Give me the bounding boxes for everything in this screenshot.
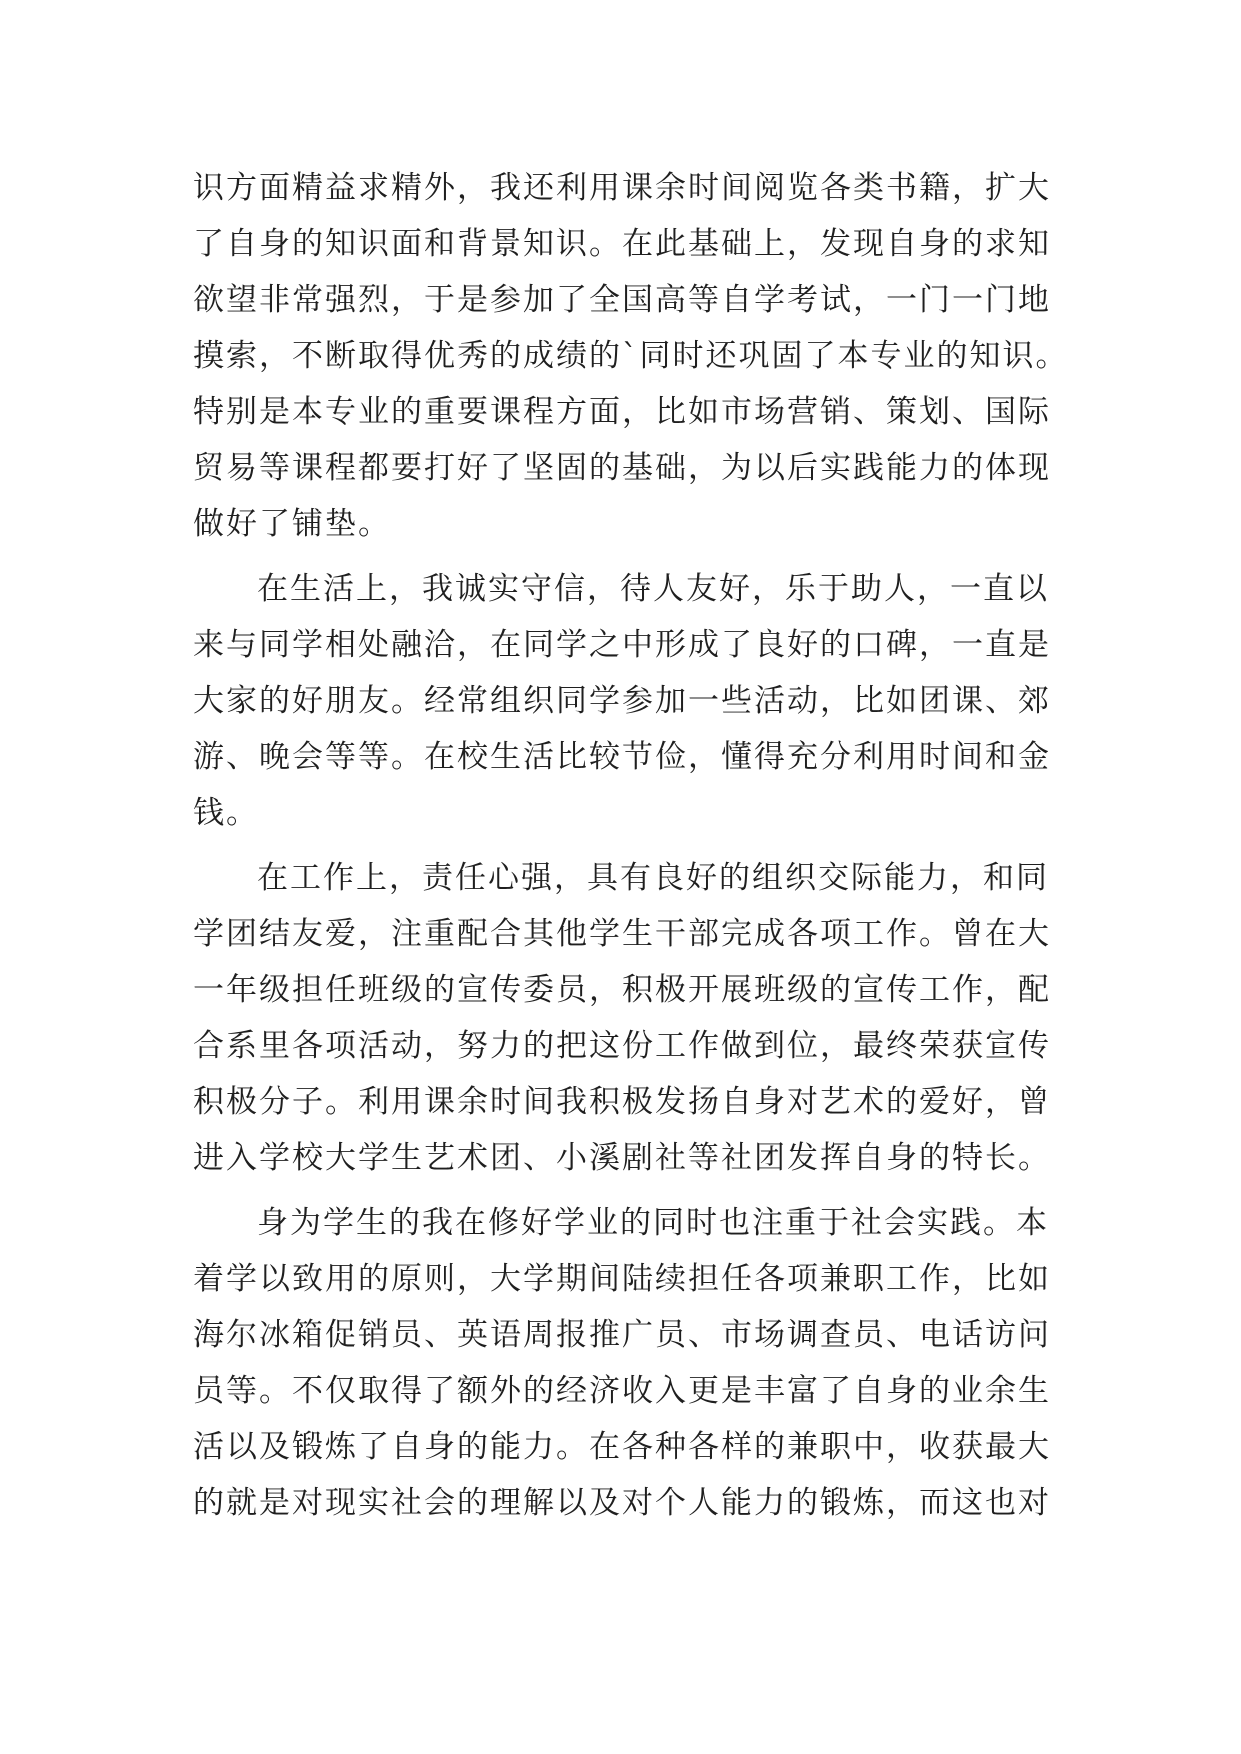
text-line: 合系里各项活动，努力的把这份工作做到位，最终荣获宣传 bbox=[193, 1028, 1051, 1064]
text-line: 特别是本专业的重要课程方面，比如市场营销、策划、国际 bbox=[193, 394, 1051, 430]
text-line: 活以及锻炼了自身的能力。在各种各样的兼职中，收获最大 bbox=[193, 1429, 1051, 1465]
text-line: 做好了铺垫。 bbox=[193, 506, 391, 542]
text-line: 来与同学相处融洽，在同学之中形成了良好的口碑，一直是 bbox=[193, 627, 1051, 663]
text-line: 在生活上，我诚实守信，待人友好，乐于助人，一直以 bbox=[257, 571, 1049, 607]
paragraph-practice bbox=[193, 1195, 1063, 1531]
text-line: 员等。不仅取得了额外的经济收入更是丰富了自身的业余生 bbox=[193, 1373, 1051, 1409]
document-body bbox=[193, 160, 1069, 1540]
text-line: 在工作上，责任心强，具有良好的组织交际能力，和同 bbox=[257, 860, 1049, 896]
text-line: 一年级担任班级的宣传委员，积极开展班级的宣传工作，配 bbox=[193, 972, 1051, 1008]
text-line: 贸易等课程都要打好了坚固的基础，为以后实践能力的体现 bbox=[193, 450, 1051, 486]
text-line: 着学以致用的原则，大学期间陆续担任各项兼职工作，比如 bbox=[193, 1261, 1051, 1297]
text-line: 摸索，不断取得优秀的成绩的`同时还巩固了本专业的知识。 bbox=[193, 338, 1069, 374]
text-line: 了自身的知识面和背景知识。在此基础上，发现自身的求知 bbox=[193, 226, 1051, 262]
text-line: 进入学校大学生艺术团、小溪剧社等社团发挥自身的特长。 bbox=[193, 1140, 1051, 1176]
text-line: 识方面精益求精外，我还利用课余时间阅览各类书籍，扩大 bbox=[193, 170, 1051, 206]
text-line: 积极分子。利用课余时间我积极发扬自身对艺术的爱好，曾 bbox=[193, 1084, 1051, 1120]
text-line: 游、晚会等等。在校生活比较节俭，懂得充分利用时间和金 bbox=[193, 739, 1051, 775]
text-line: 海尔冰箱促销员、英语周报推广员、市场调查员、电话访问 bbox=[193, 1317, 1051, 1353]
text-line: 大家的好朋友。经常组织同学参加一些活动，比如团课、郊 bbox=[193, 683, 1051, 719]
paragraph-work bbox=[193, 850, 1063, 1186]
text-line: 身为学生的我在修好学业的同时也注重于社会实践。本 bbox=[257, 1205, 1049, 1241]
text-line: 钱。 bbox=[193, 795, 259, 831]
paragraph-life bbox=[193, 561, 1063, 841]
text-line: 学团结友爱，注重配合其他学生干部完成各项工作。曾在大 bbox=[193, 916, 1051, 952]
text-line: 的就是对现实社会的理解以及对个人能力的锻炼，而这也对 bbox=[193, 1485, 1051, 1521]
text-line: 欲望非常强烈，于是参加了全国高等自学考试，一门一门地 bbox=[193, 282, 1051, 318]
paragraph-study bbox=[193, 160, 1069, 552]
